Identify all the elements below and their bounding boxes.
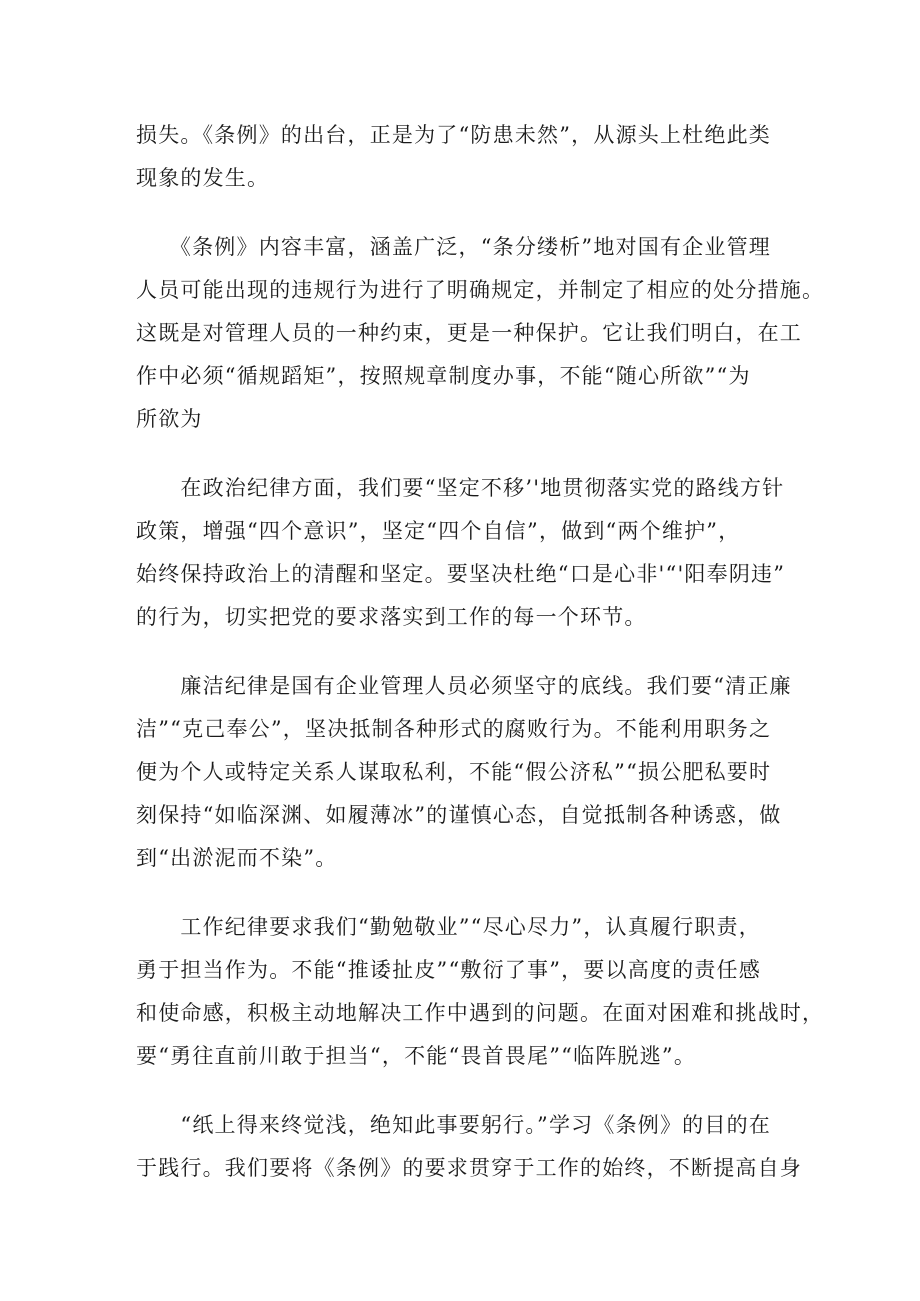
- text-line: 刻保持“如临深渊、如履薄冰”的谨慎心态，自觉抵制各种诱惑，做: [136, 803, 782, 827]
- text-line: 到“出淤泥而不染”。: [136, 846, 338, 870]
- paragraph-1: [136, 114, 786, 200]
- text-line: 人员可能出现的违规行为进行了明确规定，并制定了相应的处分措施。: [136, 278, 825, 302]
- paragraph-3: [136, 467, 786, 639]
- paragraph-5: [136, 906, 825, 1078]
- document-body: [136, 114, 825, 1190]
- paragraph-4: [136, 665, 792, 880]
- text-line: 损失。《条例》的出台，正是为了“防患未然”，从源头上杜绝此类: [136, 123, 771, 147]
- text-line: 所欲为: [136, 407, 203, 431]
- paragraph-2: [136, 226, 825, 441]
- text-line: 这既是对管理人员的一种约束，更是一种保护。它让我们明白，在工: [136, 321, 802, 345]
- text-line: 工作纪律要求我们“勤勉敬业”“尽心尽力”，认真履行职责，: [136, 915, 761, 939]
- text-line: 的行为，切实把党的要求落实到工作的每一个环节。: [136, 605, 647, 629]
- text-line: “纸上得来终觉浅，绝知此事要躬行。”学习《条例》的目的在: [136, 1113, 771, 1137]
- text-line: 勇于担当作为。不能“推诿扯皮”“敷衍了事”，要以高度的责任感: [136, 958, 761, 982]
- text-line: 在政治纪律方面，我们要“坚定不移’'地贯彻落实党的路线方针: [136, 476, 785, 500]
- text-line: 廉洁纪律是国有企业管理人员必须坚守的底线。我们要“清正廉: [136, 674, 792, 698]
- text-line: 《条例》内容丰富，涵盖广泛，“条分缕析”地对国有企业管理: [136, 235, 771, 259]
- text-line: 和使命感，积极主动地解决工作中遇到的问题。在面对困难和挑战时，: [136, 1001, 825, 1025]
- text-line: 便为个人或特定关系人谋取私利，不能“假公济私”“损公肥私要时: [136, 760, 772, 784]
- text-line: 现象的发生。: [136, 166, 270, 190]
- text-line: 要“勇往直前川敢于担当“，不能“畏首畏尾”“临阵脱逃”。: [136, 1044, 697, 1068]
- paragraph-6: [136, 1104, 802, 1190]
- text-line: 于践行。我们要将《条例》的要求贯穿于工作的始终，不断提高自身: [136, 1156, 802, 1180]
- text-line: 作中必须“循规蹈矩”，按照规章制度办事，不能“随心所欲”“为: [136, 364, 751, 388]
- text-line: 始终保持政治上的清醒和坚定。要坚决杜绝“口是心非'“'阳奉阴违”: [136, 562, 786, 586]
- text-line: 洁”“克己奉公”，坚决抵制各种形式的腐败行为。不能利用职务之: [136, 717, 772, 741]
- text-line: 政策，增强“四个意识”，坚定“四个自信”，做到“两个维护”，: [136, 519, 741, 543]
